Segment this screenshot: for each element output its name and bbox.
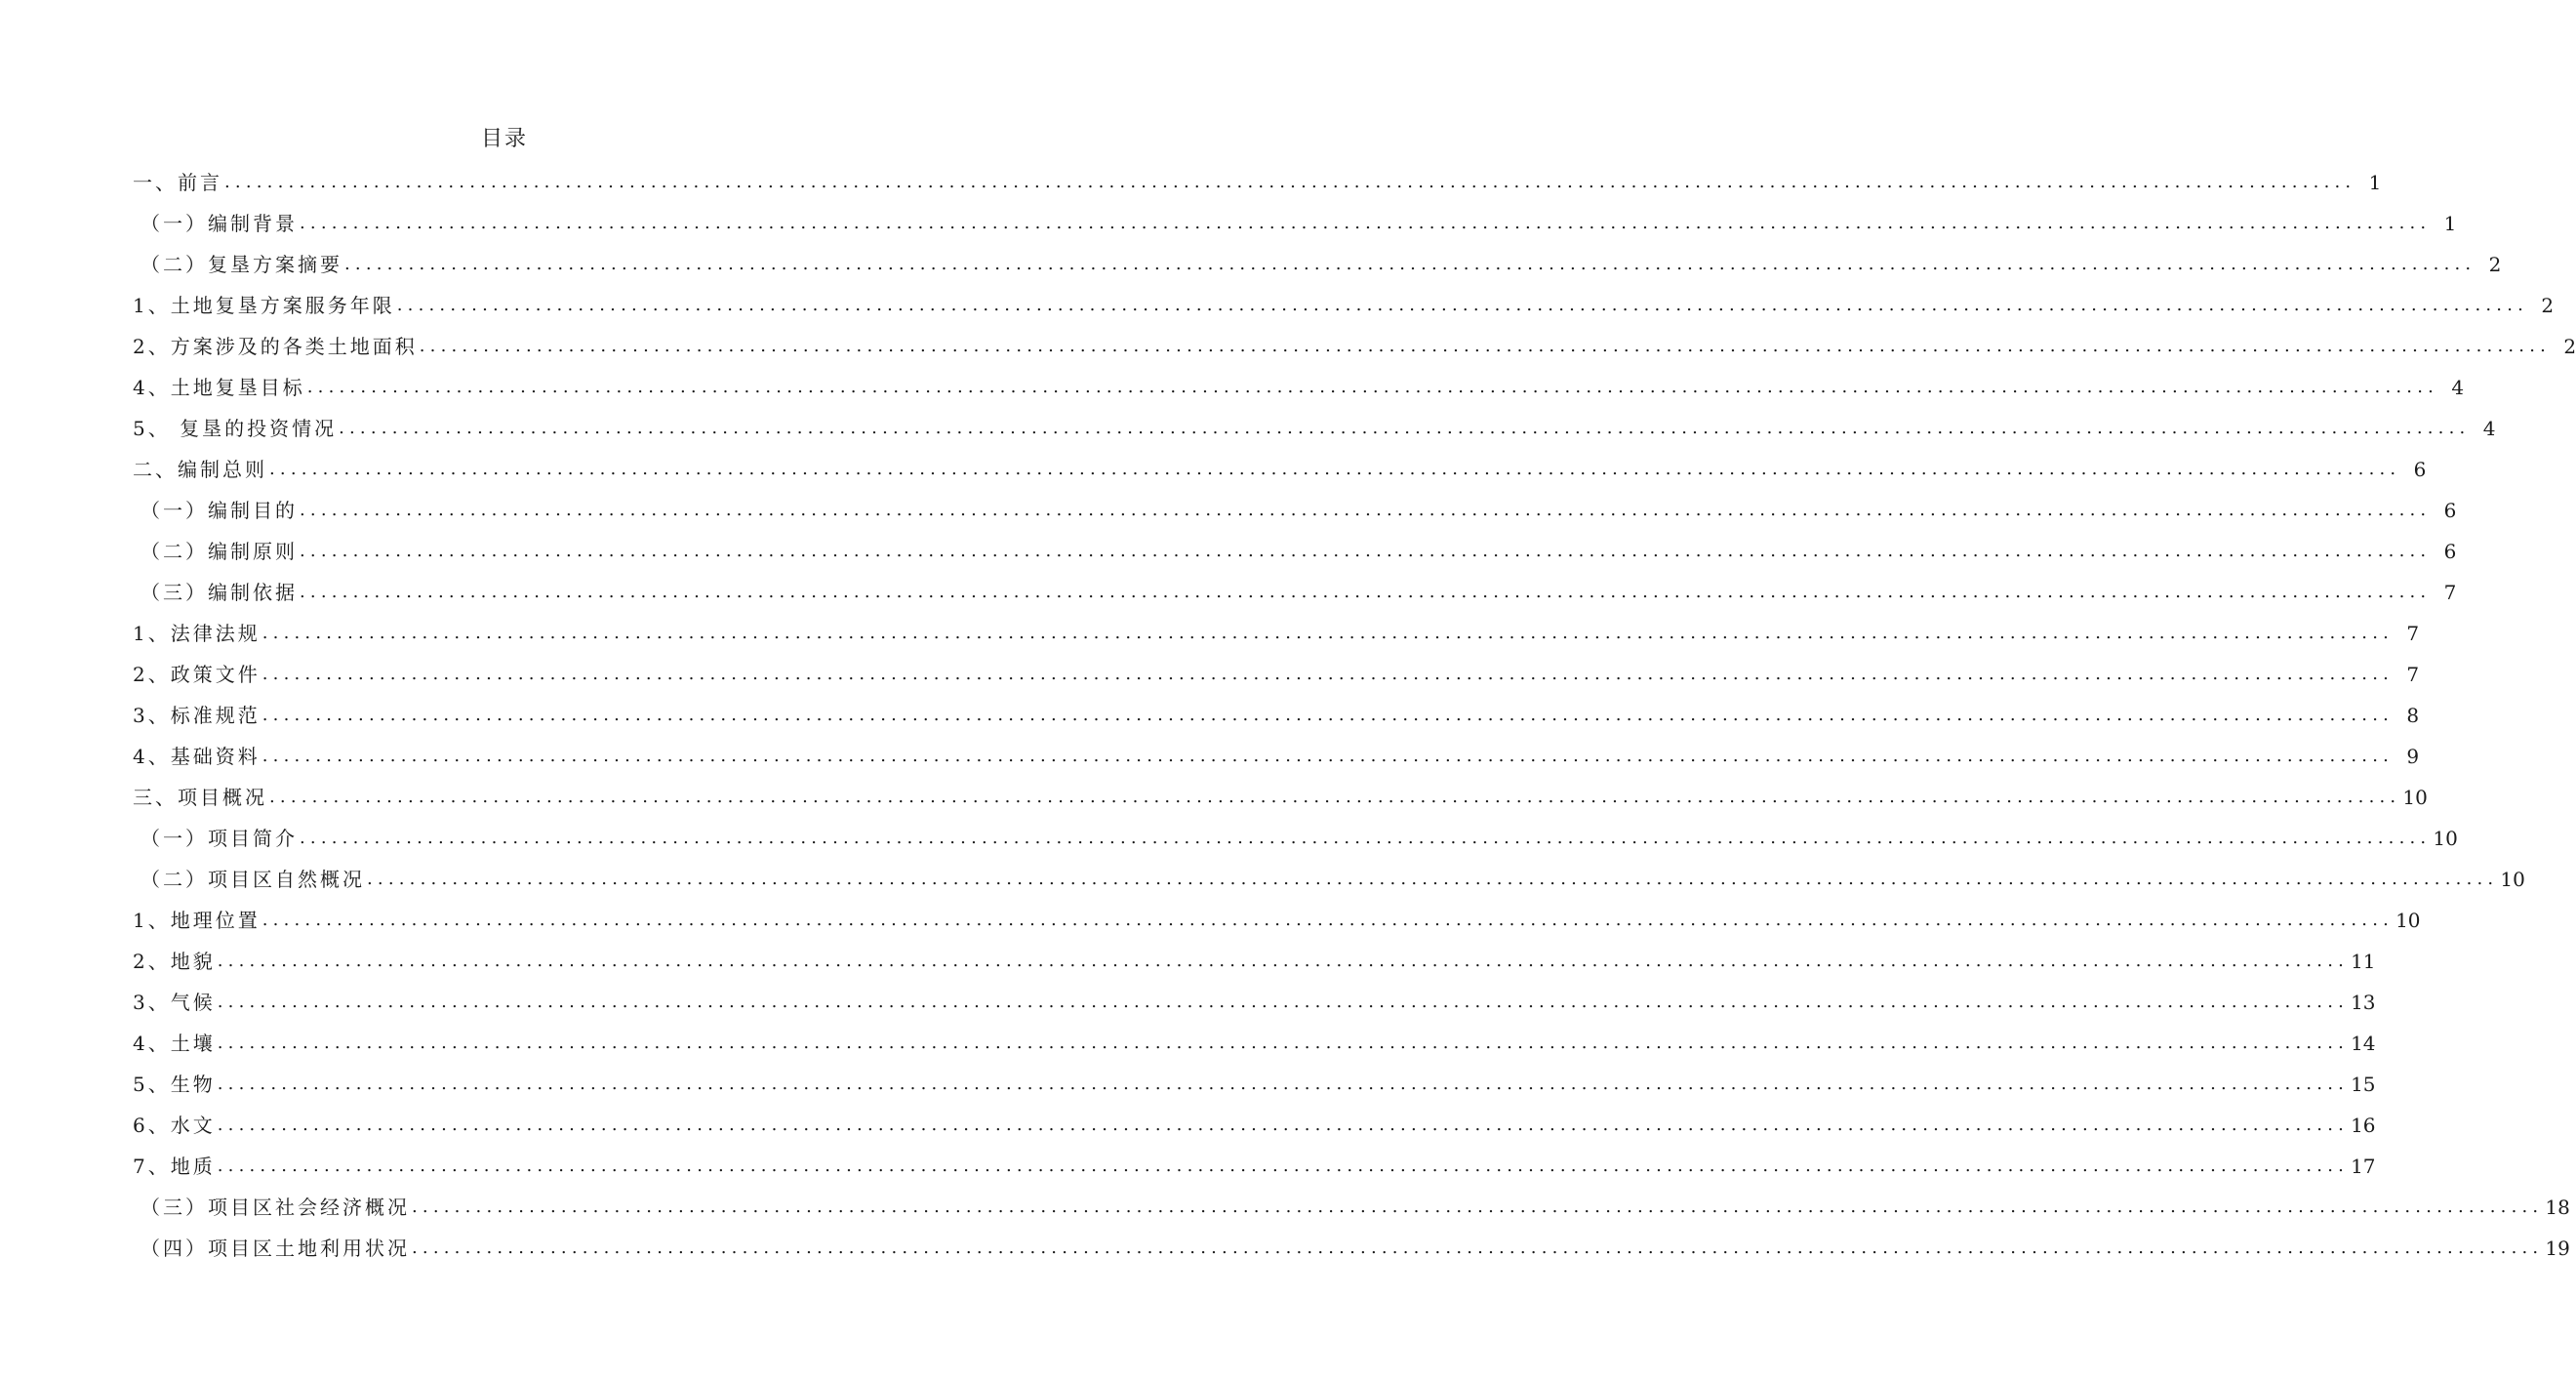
toc-page-number: 6 (2413, 458, 2427, 481)
toc-entry[interactable] (133, 203, 2457, 244)
toc-page-number: 10 (2500, 868, 2525, 891)
toc-title: 目录 (480, 127, 528, 151)
toc-page-number: 1 (2368, 171, 2382, 194)
toc-entry[interactable] (133, 326, 2576, 367)
toc-entry[interactable] (133, 777, 2428, 818)
toc-page-number: 6 (2443, 540, 2457, 563)
toc-entry-text: 2、政策文件 (133, 663, 261, 686)
toc-entry[interactable] (133, 1023, 2376, 1064)
toc-page-number: 10 (2402, 786, 2428, 809)
toc-leader-dots: ........................................................................................................................................................................................................ (217, 1156, 2350, 1176)
toc-entry[interactable] (133, 162, 2382, 203)
toc-page-number: 2 (2563, 335, 2576, 358)
toc-page-number: 19 (2545, 1237, 2570, 1260)
toc-entry[interactable] (133, 531, 2457, 572)
toc-leader-dots: ........................................................................................................................................................................................................ (269, 459, 2401, 479)
toc-leader-dots: ........................................................................................................................................................................................................ (262, 705, 2395, 725)
toc-page-number: 14 (2351, 1032, 2376, 1055)
toc-entry-text: （一）项目简介 (141, 827, 298, 850)
toc-leader-dots: ........................................................................................................................................................................................................ (300, 541, 2432, 561)
toc-entry[interactable] (133, 695, 2420, 736)
toc-entry-text: （一）编制背景 (141, 212, 298, 235)
toc-entry-text: 5、 复垦的投资情况 (133, 417, 338, 440)
toc-entry[interactable] (133, 736, 2420, 777)
toc-page-number: 4 (2482, 417, 2496, 440)
toc-leader-dots: ........................................................................................................................................................................................................ (217, 1033, 2350, 1053)
toc-entry-text: 3、标准规范 (133, 704, 261, 727)
toc-entry[interactable] (133, 1228, 2570, 1269)
toc-entry[interactable] (133, 818, 2458, 859)
toc-entry[interactable] (133, 613, 2420, 654)
toc-entry-text: 6、水文 (133, 1114, 216, 1137)
toc-entry[interactable] (133, 859, 2525, 900)
toc-entry-text: 1、法律法规 (133, 622, 261, 645)
toc-page-number: 8 (2406, 704, 2420, 727)
toc-page-number: 7 (2406, 622, 2420, 645)
toc-leader-dots: ........................................................................................................................................................................................................ (339, 418, 2471, 438)
toc-leader-dots: ........................................................................................................................................................................................................ (306, 377, 2439, 397)
toc-page-number: 9 (2406, 745, 2420, 768)
toc-entry-text: 5、生物 (133, 1073, 216, 1096)
toc-entry-text: 4、土地复垦目标 (133, 376, 305, 399)
toc-page-number: 10 (2433, 827, 2458, 850)
toc-page-number: 18 (2545, 1196, 2570, 1219)
toc-leader-dots: ........................................................................................................................................................................................................ (419, 336, 2552, 356)
toc-leader-dots: ........................................................................................................................................................................................................ (300, 500, 2432, 520)
toc-leader-dots: ........................................................................................................................................................................................................ (344, 254, 2476, 274)
toc-leader-dots: ........................................................................................................................................................................................................ (412, 1197, 2544, 1217)
toc-entry[interactable] (133, 572, 2457, 613)
toc-entry[interactable] (133, 1146, 2376, 1187)
toc-leader-dots: ........................................................................................................................................................................................................ (396, 295, 2529, 315)
toc-entry-text: （二）项目区自然概况 (141, 868, 365, 891)
toc-entry-text: （一）编制目的 (141, 499, 298, 522)
toc-entry-text: 4、土壤 (133, 1032, 216, 1055)
toc-entry-text: （三）项目区社会经济概况 (141, 1196, 410, 1219)
toc-page-number: 15 (2351, 1073, 2376, 1096)
toc-entry[interactable] (133, 408, 2496, 449)
toc-entry[interactable] (133, 367, 2465, 408)
toc-entry-text: （二）编制原则 (141, 540, 298, 563)
toc-entry-text: 三、项目概况 (133, 786, 267, 809)
toc-entry-text: 一、前言 (133, 171, 222, 194)
toc-page-number: 6 (2443, 499, 2457, 522)
toc-page-number: 2 (2488, 253, 2502, 276)
toc-page-number: 16 (2351, 1114, 2376, 1137)
toc-entry[interactable] (133, 941, 2376, 982)
toc-leader-dots: ........................................................................................................................................................................................................ (224, 172, 2356, 192)
toc-leader-dots: ........................................................................................................................................................................................................ (300, 213, 2432, 233)
toc-page-number: 13 (2351, 991, 2376, 1014)
toc-entry-text: 3、气候 (133, 991, 216, 1014)
toc-entry[interactable] (133, 654, 2420, 695)
toc-page-number: 1 (2443, 212, 2457, 235)
toc-entry[interactable] (133, 1187, 2570, 1228)
toc-page-number: 4 (2451, 376, 2465, 399)
toc-entry-text: （四）项目区土地利用状况 (141, 1237, 410, 1260)
toc-leader-dots: ........................................................................................................................................................................................................ (217, 1074, 2350, 1094)
toc-entry-text: （二）复垦方案摘要 (141, 253, 342, 276)
toc-leader-dots: ........................................................................................................................................................................................................ (217, 1115, 2350, 1135)
toc-page-number: 7 (2443, 581, 2457, 604)
toc-entry-text: 二、编制总则 (133, 458, 267, 481)
toc-page-number: 17 (2351, 1155, 2376, 1178)
toc-leader-dots: ........................................................................................................................................................................................................ (217, 992, 2350, 1012)
toc-leader-dots: ........................................................................................................................................................................................................ (412, 1238, 2544, 1258)
toc-entry-text: 1、土地复垦方案服务年限 (133, 294, 395, 317)
toc-entry-text: （三）编制依据 (141, 581, 298, 604)
toc-leader-dots: ........................................................................................................................................................................................................ (217, 951, 2350, 971)
toc-entry[interactable] (133, 449, 2427, 490)
toc-entry-text: 2、方案涉及的各类土地面积 (133, 335, 418, 358)
toc-entry[interactable] (133, 1105, 2376, 1146)
toc-leader-dots: ........................................................................................................................................................................................................ (300, 828, 2432, 848)
toc-entry-text: 1、地理位置 (133, 909, 261, 932)
toc-page-number: 2 (2541, 294, 2555, 317)
toc-leader-dots: ........................................................................................................................................................................................................ (262, 910, 2395, 930)
toc-page-number: 10 (2395, 909, 2421, 932)
toc-entry[interactable] (133, 490, 2457, 531)
toc-list (133, 162, 2576, 1269)
toc-entry[interactable] (133, 982, 2376, 1023)
toc-entry[interactable] (133, 1064, 2376, 1105)
toc-entry-text: 2、地貌 (133, 950, 216, 973)
toc-entry[interactable] (133, 900, 2421, 941)
toc-leader-dots: ........................................................................................................................................................................................................ (367, 869, 2499, 889)
toc-leader-dots: ........................................................................................................................................................................................................ (262, 623, 2395, 643)
toc-leader-dots: ........................................................................................................................................................................................................ (269, 787, 2401, 807)
toc-entry[interactable] (133, 244, 2502, 285)
toc-page-number: 7 (2406, 663, 2420, 686)
toc-leader-dots: ........................................................................................................................................................................................................ (262, 746, 2395, 766)
toc-entry[interactable] (133, 285, 2555, 326)
toc-leader-dots: ........................................................................................................................................................................................................ (262, 664, 2395, 684)
toc-leader-dots: ........................................................................................................................................................................................................ (300, 582, 2432, 602)
toc-entry-text: 4、基础资料 (133, 745, 261, 768)
toc-entry-text: 7、地质 (133, 1155, 216, 1178)
toc-page-number: 11 (2351, 950, 2376, 973)
